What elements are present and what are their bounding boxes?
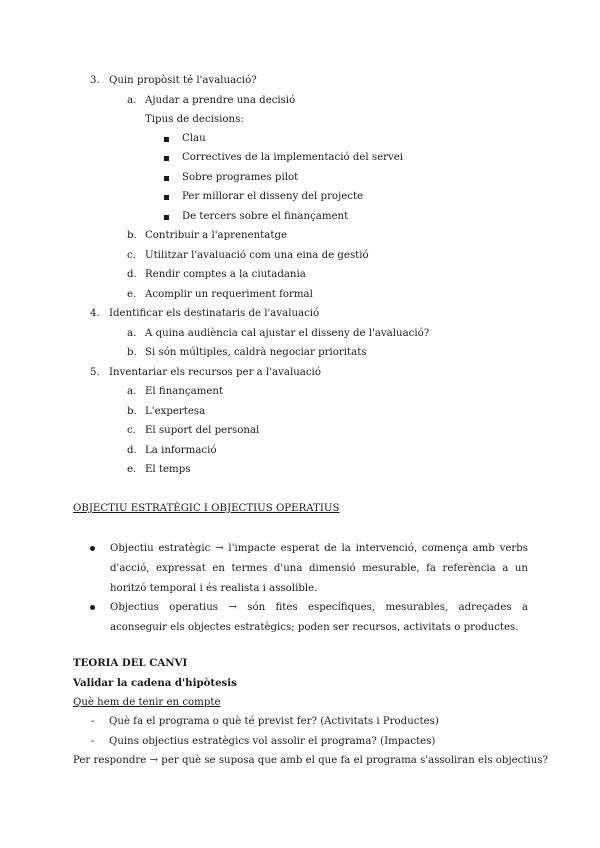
bullet-paragraph: Objectiu estratègic → l'impacte esperat de la intervenció, comença amb verbs d'acció, expressat en termes d'una dimensió mesurable, fa referència a un horitzó temporal i és realista i assolible.	[110, 543, 528, 594]
square-bullet-icon	[164, 215, 169, 220]
square-bullet-icon	[164, 176, 169, 181]
teoria-heading: TEORIA DEL CANVI	[73, 657, 188, 669]
list-item: Sobre programes pilot	[182, 172, 299, 183]
bullet-icon	[90, 546, 95, 551]
teoria-subheading: Validar la cadena d'hipòtesis	[73, 677, 237, 689]
list-item: A quina audiència cal ajustar el disseny de l'avaluació?	[145, 328, 430, 339]
list-item: Correctives de la implementació del servei	[182, 152, 404, 163]
list-item: El finançament	[145, 386, 224, 397]
section-3-title: Quin propòsit té l'avaluació?	[109, 75, 257, 86]
list-marker: d.	[127, 445, 137, 456]
section-4-title: Identificar els destinataris de l'avaluació	[109, 308, 320, 319]
list-marker: a.	[127, 95, 137, 106]
list-item: L'expertesa	[145, 406, 206, 417]
list-number: 5.	[90, 367, 100, 378]
list-marker: a.	[127, 386, 137, 397]
list-marker: b.	[127, 230, 137, 241]
objectius-heading: OBJECTIU ESTRATÈGIC I OBJECTIUS OPERATIUS	[73, 503, 340, 514]
list-marker: d.	[127, 269, 137, 280]
list-item: Clau	[182, 133, 206, 144]
tipus-label: Tipus de decisions:	[145, 114, 244, 125]
dash-marker: -	[91, 716, 95, 727]
list-item: Per millorar el disseny del projecte	[182, 191, 364, 202]
list-item: Rendir comptes a la ciutadania	[145, 269, 306, 280]
list-item: Si són múltiples, caldrà negociar prioritats	[145, 347, 367, 358]
list-item: El temps	[145, 464, 191, 475]
list-item: Què fa el programa o què té previst fer? (Activitats i Productes)	[109, 716, 439, 727]
square-bullet-icon	[164, 156, 169, 161]
dash-marker: -	[91, 736, 95, 747]
list-number: 4.	[90, 308, 100, 319]
list-marker: b.	[127, 347, 137, 358]
list-item: Acomplir un requeriment formal	[145, 289, 313, 300]
bullet-paragraph: Objectius operatius → són fites específiques, mesurables, adreçades a aconseguir els objectes estratègics; poden ser recursos, activitats o productes.	[110, 602, 528, 633]
square-bullet-icon	[164, 195, 169, 200]
list-marker: c.	[127, 425, 136, 436]
list-marker: c.	[127, 250, 136, 261]
list-item: Contribuir a l'aprenentatge	[145, 230, 287, 241]
list-marker: a.	[127, 328, 137, 339]
list-number: 3.	[90, 75, 100, 86]
list-marker: e.	[127, 289, 137, 300]
list-item: Ajudar a prendre una decisió	[145, 95, 296, 106]
section-5-title: Inventariar els recursos per a l'avaluació	[109, 367, 321, 378]
list-item: Quins objectius estratègics vol assolir el programa? (Impactes)	[109, 736, 436, 747]
list-marker: e.	[127, 464, 137, 475]
underlined-heading: Què hem de tenir en compte	[73, 697, 221, 708]
bullet-icon	[90, 605, 95, 610]
list-item: Utilitzar l'avaluació com una eina de gestió	[145, 250, 369, 261]
list-item: El suport del personal	[145, 425, 260, 436]
list-item: De tercers sobre el finançament	[182, 211, 349, 222]
list-item: La informació	[145, 445, 217, 456]
list-marker: b.	[127, 406, 137, 417]
closing-line: Per respondre → per què se suposa que amb el que fa el programa s'assoliran els objectius?	[73, 755, 548, 766]
square-bullet-icon	[164, 137, 169, 142]
